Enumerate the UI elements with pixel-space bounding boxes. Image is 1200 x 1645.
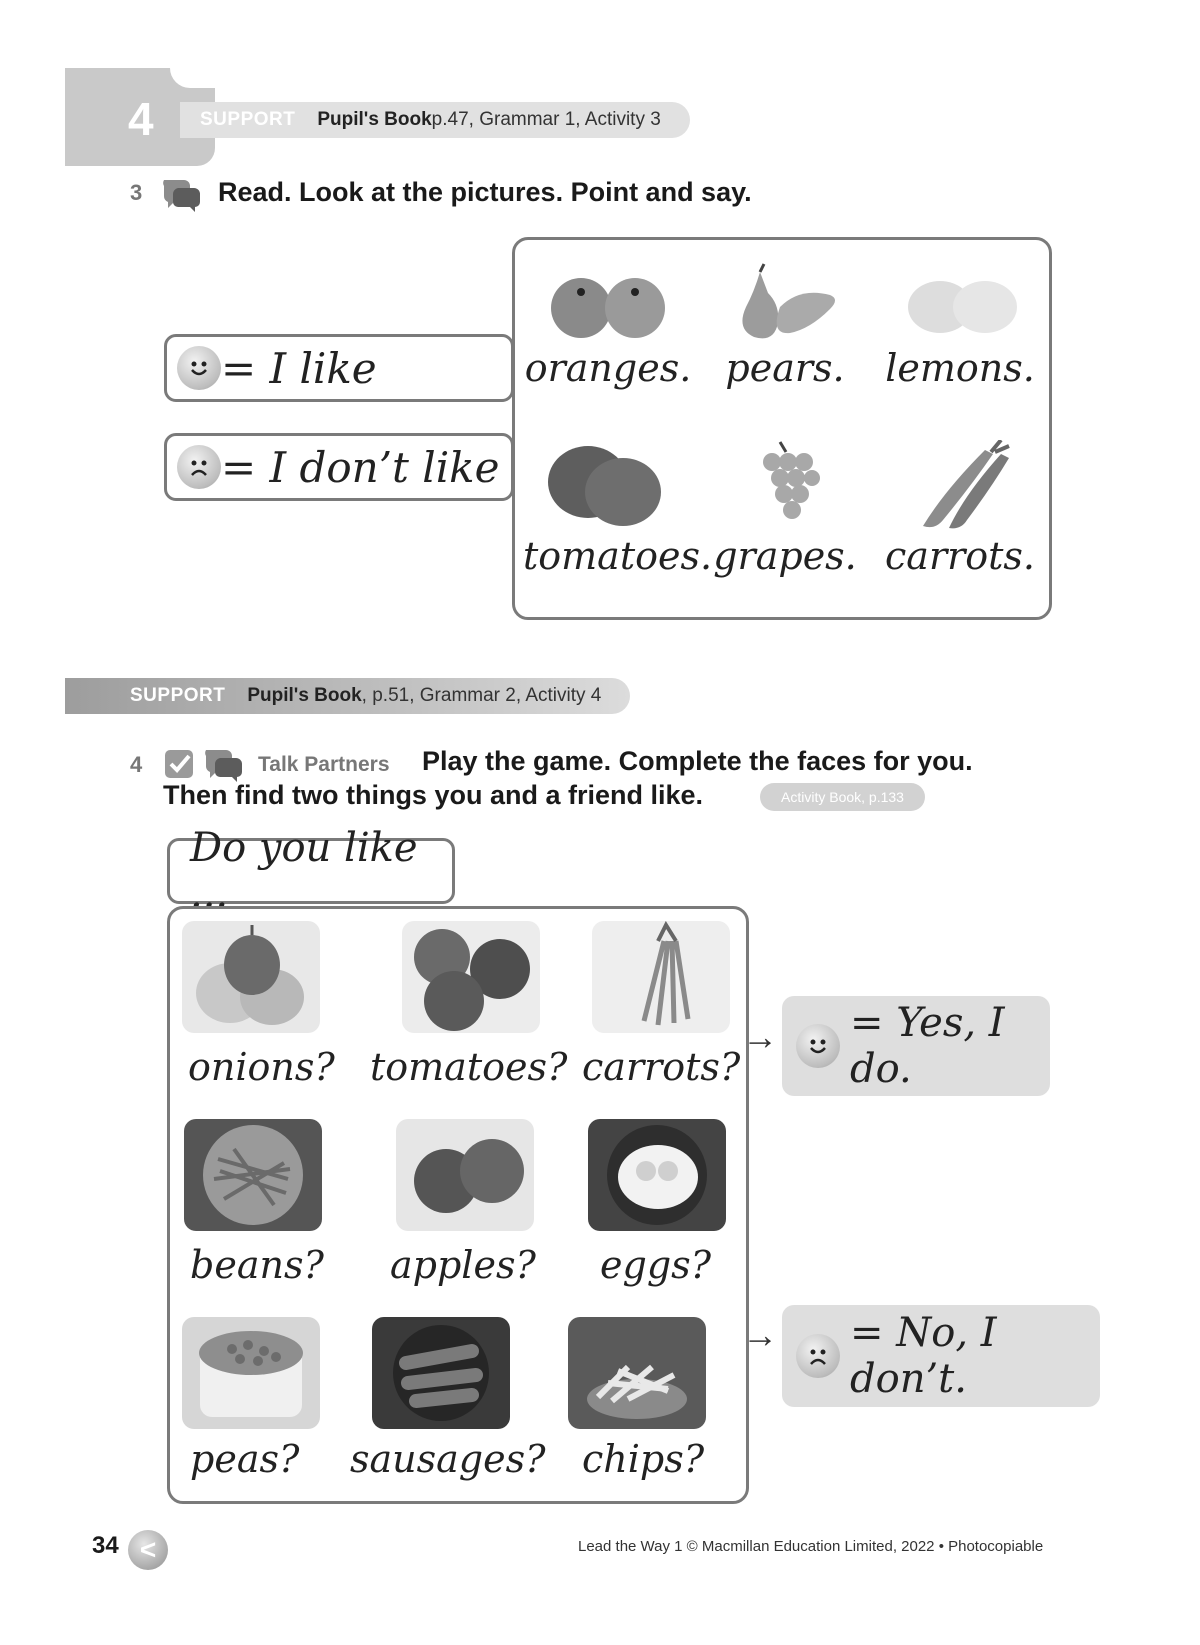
talk-partners-label: Talk Partners bbox=[258, 753, 390, 776]
beans-photo bbox=[184, 1119, 322, 1231]
apples-photo bbox=[396, 1119, 534, 1231]
activity3-number: 3 bbox=[130, 180, 143, 205]
unit-number: 4 bbox=[128, 93, 154, 145]
support-book: Pupil's Book bbox=[317, 109, 432, 130]
support-bar-grammar1 bbox=[180, 102, 690, 138]
onions-photo bbox=[182, 921, 320, 1033]
item-label: pears. bbox=[725, 346, 845, 390]
page-number: 34 bbox=[92, 1532, 119, 1559]
activity-book-reference: Activity Book, p.133 bbox=[760, 783, 925, 811]
answer-no-box bbox=[782, 1305, 1100, 1407]
happy-face-icon bbox=[177, 346, 221, 390]
item-grapes bbox=[700, 440, 870, 578]
support-book: Pupil's Book bbox=[247, 685, 362, 706]
page-arrow-icon: < bbox=[128, 1530, 168, 1570]
food-game-grid bbox=[167, 906, 749, 1504]
sausages-photo bbox=[372, 1317, 510, 1429]
grapes-picture bbox=[720, 440, 850, 530]
chips-photo bbox=[568, 1317, 706, 1429]
answer-yes-box bbox=[782, 996, 1050, 1096]
speech-bubbles-icon bbox=[160, 176, 202, 212]
activity4-instruction-line2: Then find two things you and a friend like. bbox=[163, 780, 704, 810]
item-pears bbox=[700, 262, 870, 390]
item-label: grapes. bbox=[713, 534, 857, 578]
peas-photo bbox=[182, 1317, 320, 1429]
support-ref: p.47, Grammar 1, Activity 3 bbox=[431, 109, 661, 130]
item-label: tomatoes. bbox=[523, 534, 713, 578]
speech-bubbles-icon bbox=[202, 746, 244, 782]
support-bar-grammar2 bbox=[65, 678, 630, 714]
item-label: tomatoes? bbox=[370, 1045, 568, 1089]
item-label: carrots. bbox=[885, 534, 1035, 578]
key-dislike-text: = I don’t like bbox=[221, 442, 500, 492]
item-label: chips? bbox=[582, 1437, 705, 1481]
item-label: eggs? bbox=[600, 1243, 712, 1287]
item-label: oranges. bbox=[524, 346, 692, 390]
activity4-instruction-line1: Play the game. Complete the faces for you. bbox=[422, 746, 973, 776]
support-ref: , p.51, Grammar 2, Activity 4 bbox=[361, 685, 602, 706]
item-carrots bbox=[875, 440, 1045, 578]
item-label: carrots? bbox=[582, 1045, 741, 1089]
item-label: onions? bbox=[188, 1045, 335, 1089]
key-like-box bbox=[164, 334, 514, 402]
question-box bbox=[167, 825, 455, 917]
item-label: lemons. bbox=[885, 346, 1035, 390]
support-tag: SUPPORT bbox=[200, 109, 296, 130]
carrots-photo bbox=[592, 921, 730, 1033]
item-lemons bbox=[875, 262, 1045, 390]
eggs-photo bbox=[588, 1119, 726, 1231]
arrow-right-icon: → bbox=[742, 1314, 778, 1355]
food-picture-panel bbox=[512, 237, 1052, 620]
key-dislike-box bbox=[164, 433, 514, 501]
oranges-picture bbox=[543, 262, 673, 342]
sad-face-icon bbox=[177, 445, 221, 489]
item-label: beans? bbox=[190, 1243, 324, 1287]
carrots-picture bbox=[895, 440, 1025, 530]
tomatoes-photo bbox=[402, 921, 540, 1033]
item-label: sausages? bbox=[350, 1437, 546, 1481]
answer-yes-text: = Yes, I do. bbox=[850, 1000, 1005, 1092]
activity3-instruction: Read. Look at the pictures. Point and say. bbox=[218, 177, 752, 207]
item-label: apples? bbox=[390, 1243, 536, 1287]
tomatoes-picture bbox=[543, 440, 673, 530]
arrow-right-icon: → bbox=[742, 1016, 778, 1057]
lemons-picture bbox=[895, 262, 1025, 342]
pencil-check-icon bbox=[163, 748, 197, 780]
pears-picture bbox=[720, 262, 850, 342]
activity4-number: 4 bbox=[130, 752, 143, 777]
item-oranges bbox=[523, 262, 693, 390]
answer-no-text: = No, I don’t. bbox=[850, 1310, 997, 1402]
happy-face-icon bbox=[796, 1024, 840, 1068]
support-tag: SUPPORT bbox=[130, 685, 226, 706]
footer-credit: Lead the Way 1 © Macmillan Education Limited, 2022 • Photocopiable bbox=[578, 1538, 1044, 1555]
key-like-text: = I like bbox=[221, 343, 377, 393]
sad-face-icon bbox=[796, 1334, 840, 1378]
item-tomatoes bbox=[523, 440, 713, 578]
item-label: peas? bbox=[190, 1437, 300, 1481]
question-text: Do you like ... bbox=[190, 825, 418, 917]
